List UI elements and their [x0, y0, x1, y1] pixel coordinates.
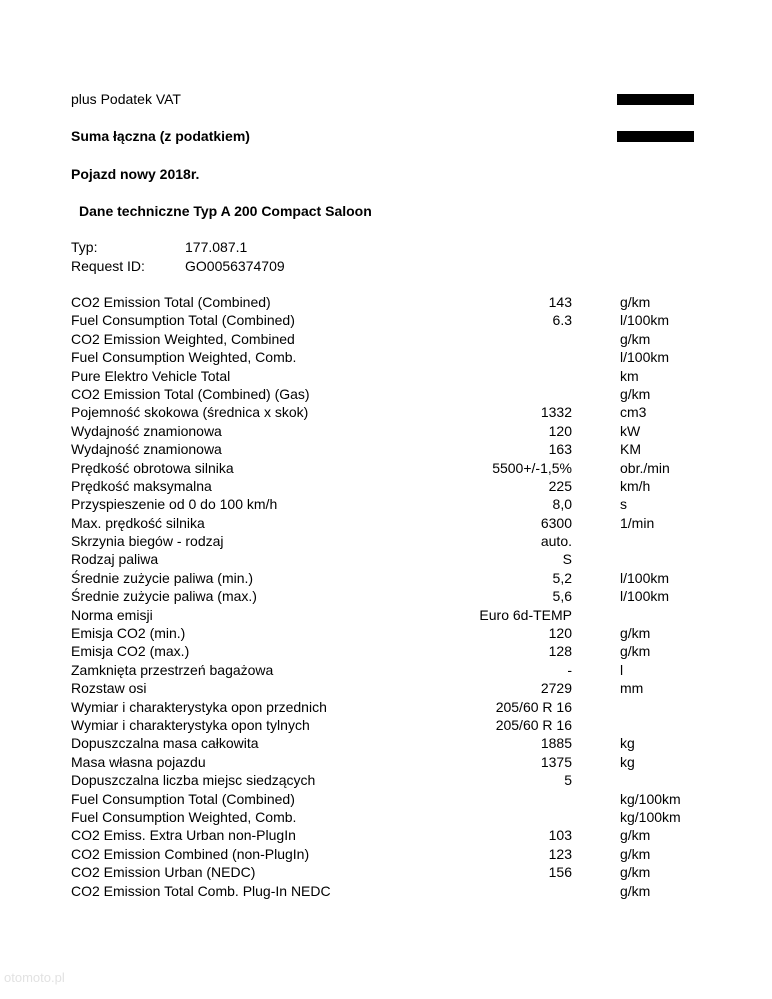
spec-label: Dopuszczalna liczba miejsc siedzących [71, 772, 316, 789]
spec-unit: KM [620, 441, 641, 458]
spec-label: Fuel Consumption Weighted, Comb. [71, 349, 297, 366]
spec-label: Fuel Consumption Weighted, Comb. [71, 808, 297, 825]
meta-value: 177.087.1 [185, 239, 248, 255]
spec-label: Norma emisji [71, 606, 153, 623]
spec-row [71, 698, 711, 716]
spec-value: 5 [564, 772, 572, 789]
spec-value: auto. [540, 533, 572, 550]
spec-value: 143 [548, 294, 572, 310]
spec-label: CO2 Emission Total (Combined) (Gas) [71, 385, 310, 402]
spec-unit: g/km [620, 330, 651, 347]
spec-value: 5,6 [552, 588, 572, 605]
spec-unit: mm [620, 680, 644, 697]
spec-label: Fuel Consumption Total (Combined) [71, 790, 295, 807]
spec-row [71, 826, 711, 844]
spec-row [71, 624, 711, 642]
spec-label: Pojemność skokowa (średnica x skok) [71, 404, 309, 421]
meta-value: GO0056374709 [185, 258, 285, 274]
spec-label: Prędkość obrotowa silnika [71, 459, 234, 476]
spec-label: Prędkość maksymalna [71, 477, 212, 494]
spec-label: Przyspieszenie od 0 do 100 km/h [71, 496, 278, 513]
spec-label: Fuel Consumption Total (Combined) [71, 312, 295, 329]
spec-value: 6.3 [552, 312, 572, 329]
spec-unit: g/km [620, 625, 651, 642]
spec-unit: l/100km [620, 349, 670, 366]
vehicle-label: Pojazd nowy 2018r. [71, 166, 200, 182]
spec-value: 1332 [540, 404, 572, 421]
spec-row [71, 587, 711, 605]
spec-unit: km [620, 367, 639, 384]
meta-label: Request ID: [71, 258, 145, 274]
spec-label: Emisja CO2 (min.) [71, 625, 186, 642]
total-label: Suma łączna (z podatkiem) [71, 128, 250, 144]
spec-row [71, 716, 711, 734]
spec-value: Euro 6d-TEMP [479, 606, 572, 623]
total-amount-redaction [617, 131, 694, 142]
spec-row [71, 734, 711, 752]
spec-value: 1885 [540, 735, 572, 752]
spec-unit: g/km [620, 643, 651, 660]
spec-label: CO2 Emission Total Comb. Plug-In NEDC [71, 882, 331, 899]
spec-unit: g/km [620, 827, 651, 844]
spec-label: CO2 Emission Combined (non-PlugIn) [71, 845, 310, 862]
spec-label: Średnie zużycie paliwa (max.) [71, 588, 257, 605]
spec-row [71, 661, 711, 679]
spec-row [71, 477, 711, 495]
spec-unit: g/km [620, 385, 651, 402]
spec-unit: g/km [620, 864, 651, 881]
vat-label: plus Podatek VAT [71, 91, 181, 107]
spec-row [71, 532, 711, 550]
spec-row [71, 845, 711, 863]
spec-label: CO2 Emiss. Extra Urban non-PlugIn [71, 827, 296, 844]
section-title: Dane techniczne Typ A 200 Compact Saloon [79, 203, 372, 219]
spec-value: 205/60 R 16 [495, 716, 572, 733]
spec-value: - [567, 661, 572, 678]
spec-row [71, 642, 711, 660]
spec-label: CO2 Emission Urban (NEDC) [71, 864, 256, 881]
spec-label: Masa własna pojazdu [71, 753, 206, 770]
watermark: otomoto.pl [4, 970, 65, 985]
spec-value: 225 [548, 477, 572, 494]
spec-row [71, 385, 711, 403]
spec-row [71, 422, 711, 440]
spec-label: Wymiar i charakterystyka opon tylnych [71, 716, 310, 733]
spec-label: Skrzynia biegów - rodzaj [71, 533, 224, 550]
spec-row [71, 882, 711, 900]
spec-row [71, 863, 711, 881]
spec-label: CO2 Emission Total (Combined) [71, 294, 271, 310]
spec-row [71, 367, 711, 385]
spec-row [71, 459, 711, 477]
spec-row [71, 679, 711, 697]
spec-row [71, 606, 711, 624]
spec-row [71, 495, 711, 513]
spec-label: Rozstaw osi [71, 680, 147, 697]
spec-row [71, 348, 711, 366]
spec-row [71, 330, 711, 348]
spec-unit: l/100km [620, 588, 670, 605]
spec-unit: g/km [620, 845, 651, 862]
spec-row [71, 790, 711, 808]
spec-value: 103 [548, 827, 572, 844]
spec-row [71, 808, 711, 826]
spec-label: Rodzaj paliwa [71, 551, 159, 568]
spec-row [71, 403, 711, 421]
spec-value: 120 [548, 422, 572, 439]
meta-label: Typ: [71, 239, 98, 255]
spec-label: CO2 Emission Weighted, Combined [71, 330, 295, 347]
spec-unit: 1/min [620, 514, 655, 531]
spec-label: Wydajność znamionowa [71, 441, 222, 458]
spec-value: 5500+/-1,5% [492, 459, 572, 476]
spec-label: Zamknięta przestrzeń bagażowa [71, 661, 274, 678]
spec-unit: l/100km [620, 569, 670, 586]
spec-value: 163 [548, 441, 572, 458]
spec-unit: s [620, 496, 627, 513]
spec-row [71, 550, 711, 568]
spec-label: Max. prędkość silnika [71, 514, 205, 531]
spec-value: 2729 [540, 680, 572, 697]
spec-unit: cm3 [620, 404, 647, 421]
spec-row [71, 440, 711, 458]
spec-unit: g/km [620, 294, 651, 310]
spec-value: 123 [548, 845, 572, 862]
spec-unit: kg [620, 735, 635, 752]
spec-row [71, 311, 711, 329]
spec-label: Wymiar i charakterystyka opon przednich [71, 698, 327, 715]
spec-unit: kg/100km [620, 808, 681, 825]
spec-row [71, 569, 711, 587]
spec-unit: l [620, 661, 624, 678]
spec-value: 128 [548, 643, 572, 660]
spec-unit: kW [620, 422, 641, 439]
spec-unit: obr./min [620, 459, 670, 476]
spec-label: Wydajność znamionowa [71, 422, 222, 439]
spec-value: 5,2 [552, 569, 572, 586]
spec-label: Dopuszczalna masa całkowita [71, 735, 259, 752]
spec-unit: g/km [620, 882, 651, 899]
spec-unit: kg/100km [620, 790, 681, 807]
spec-value: 205/60 R 16 [495, 698, 572, 715]
spec-row [71, 293, 711, 311]
spec-label: Emisja CO2 (max.) [71, 643, 190, 660]
spec-value: 8,0 [552, 496, 572, 513]
spec-row [71, 753, 711, 771]
spec-row [71, 514, 711, 532]
spec-unit: kg [620, 753, 635, 770]
spec-unit: l/100km [620, 312, 670, 329]
spec-label: Pure Elektro Vehicle Total [71, 367, 231, 384]
spec-table [71, 293, 711, 900]
spec-label: Średnie zużycie paliwa (min.) [71, 569, 254, 586]
spec-value: S [562, 551, 572, 568]
spec-value: 156 [548, 864, 572, 881]
spec-row [71, 771, 711, 789]
spec-unit: km/h [620, 477, 651, 494]
spec-value: 120 [548, 625, 572, 642]
vat-amount-redaction [617, 94, 694, 105]
spec-value: 1375 [540, 753, 572, 770]
spec-value: 6300 [540, 514, 572, 531]
